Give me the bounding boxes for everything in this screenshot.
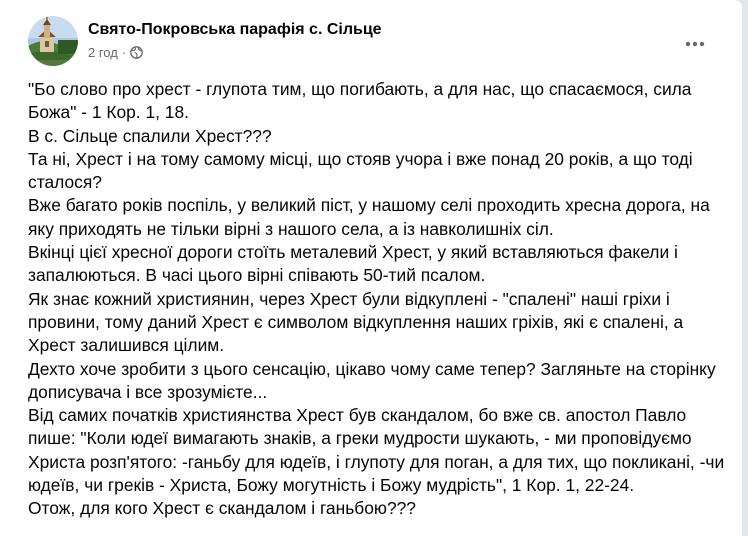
post-meta (88, 45, 143, 60)
post-text (28, 78, 728, 521)
post-paragraph: Отож, для кого Хрест є скандалом і ганьбою??? (28, 498, 416, 519)
post-paragraph: Як знає кожний християнин, через Хрест були відкуплені - "спалені" наші гріхи і провини, тому даний Хрест є символом відкуплення наших гріхів, які є спалені, а Хрест залишився цілим. (28, 288, 684, 356)
post-paragraph: "Бо слово про хрест - глупота тим, що погибають, а для нас, що спасаємося, сила Божа" - 1 Кор. 1, 18. (28, 79, 692, 123)
post-paragraph: Від самих початків християнства Хрест був скандалом, бо вже св. апостол Павло пише: "Коли юдеї вимагають знаків, а греки мудрости шукають, - ми проповідуємо Христа розп'ятого: -ганьбу для юдеїв, і глупоту для поган, а для тих, що покликані, -чи юдеїв, чи греків - Христа, Божу могутність і Божу мудрість", 1 Кор. 1, 22-24. (28, 405, 725, 496)
post-paragraph: Вкінці цієї хресної дороги стоїть металевий Хрест, у який вставляються факели і запалюються. В часі цього вірні співають 50-тий псалом. (28, 242, 678, 286)
meta-separator: · (121, 45, 127, 60)
post-paragraph: В с. Сільце спалили Хрест??? (28, 125, 272, 146)
post-header (28, 16, 726, 68)
church-avatar-image (28, 16, 78, 66)
page-avatar[interactable] (28, 16, 78, 66)
post-paragraph: Та ні, Хрест і на тому самому місці, що стояв учора і вже понад 20 років, а що тоді сталося? (28, 148, 693, 193)
post-paragraph: Дехто хоче зробити з цього сенсацію, цікаво чому саме тепер? Загляньте на сторінку дописувача і все зрозумієте... (28, 358, 716, 402)
globe-icon[interactable] (130, 46, 143, 59)
more-options-button[interactable] (678, 27, 712, 61)
post-timestamp[interactable]: 2 год (88, 45, 118, 60)
page-name-link[interactable]: Свято-Покровська парафія с. Сільце (88, 21, 382, 38)
post-paragraph: Вже багато років поспіль, у великий піст, у нашому селі проходить хресна дорога, на яку приходять не тільки вірні з нашого села, а із навколишніх сіл. (28, 195, 710, 239)
more-dots-icon (685, 41, 705, 47)
